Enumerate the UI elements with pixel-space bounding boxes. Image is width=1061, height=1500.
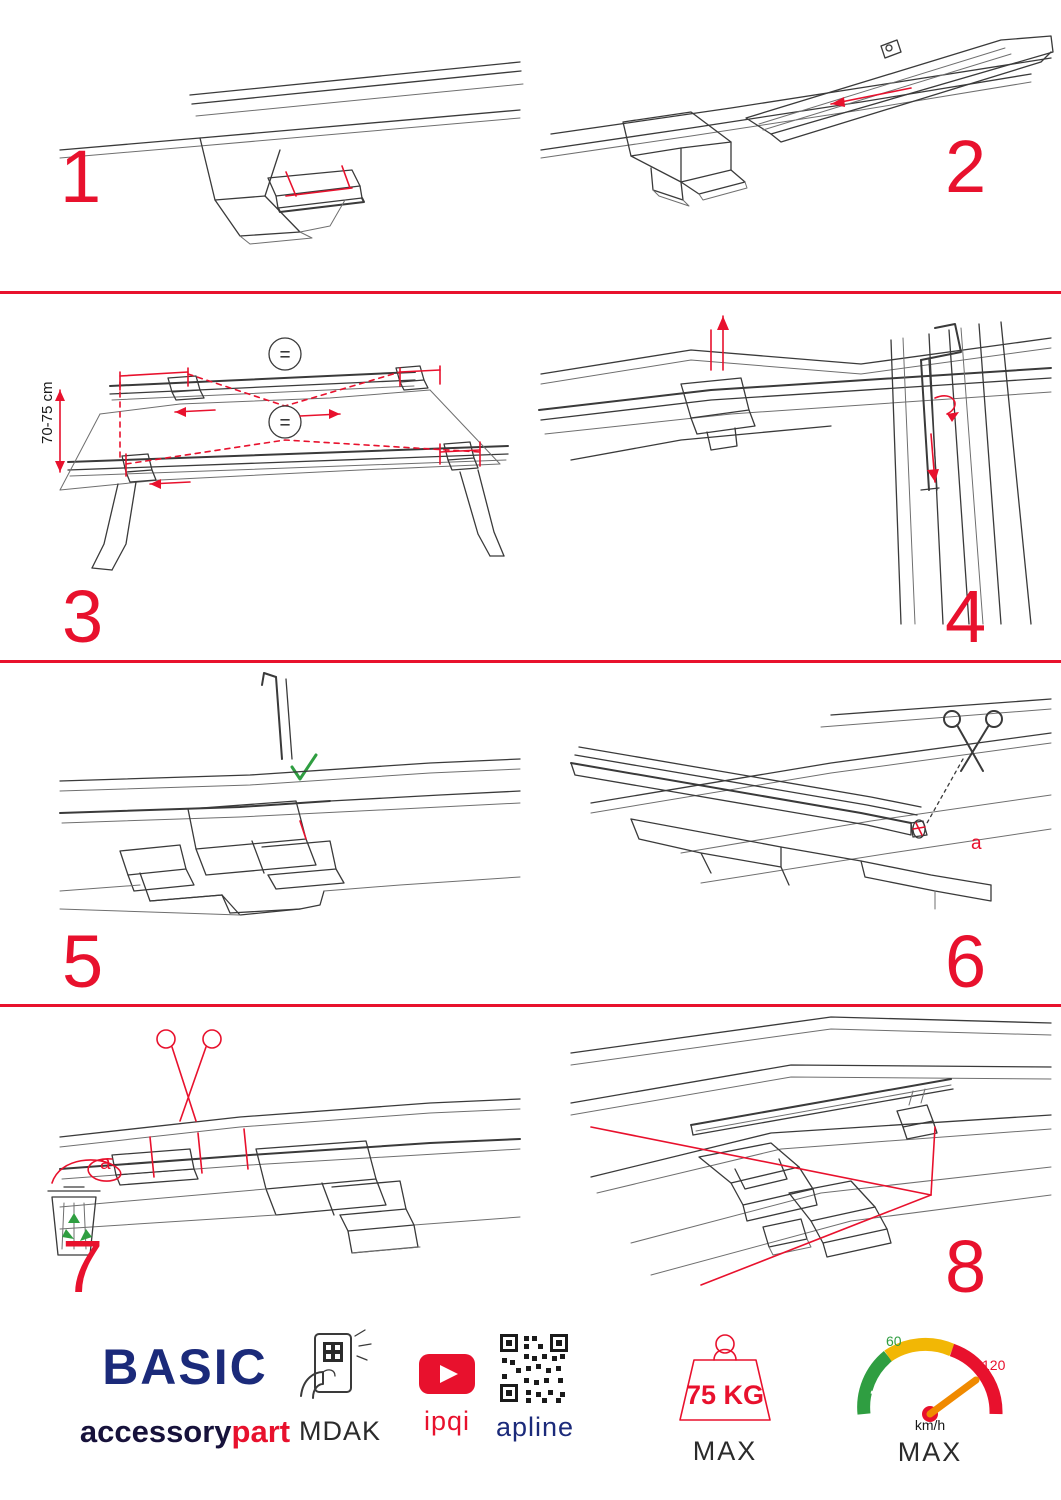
logo-caption-ipqi: ipqi [423,1406,471,1436]
speedometer-icon [840,1318,1020,1433]
step-number-1: 1 [60,135,102,218]
equal-badge-bottom: = [279,413,291,434]
step-number-4: 4 [945,575,987,658]
logo-caption-mdak: MDAK [298,1416,381,1446]
speed-unit: km/h [914,1417,946,1433]
brand-name-dark: accessory [79,1414,232,1449]
part-label-a-7: a [100,1153,111,1174]
max-speed-block [840,1318,1020,1468]
step-number-2: 2 [945,125,987,208]
step-number-3: 3 [62,575,104,658]
brand-name-accent: part [231,1414,291,1449]
brand-block [60,1338,310,1450]
load-value: 75 KG [685,1380,765,1410]
brand-title: BASIC [102,1339,268,1395]
speed-tick-120: 120 [982,1357,1006,1373]
brand-name [60,1414,310,1450]
logo-mdak[interactable] [285,1330,395,1447]
step-number-7: 7 [62,1225,104,1308]
distance-label: 70-75 cm [39,381,56,444]
speed-tick-60: 60 [886,1333,902,1349]
logo-caption-apline: apline [495,1412,575,1442]
hand-phone-qr-icon [285,1330,395,1408]
step-number-8: 8 [945,1225,987,1308]
scissors-icon-red [157,1030,221,1121]
equal-badge-top: = [279,345,291,366]
step-number-6: 6 [945,920,987,1003]
load-caption: MAX [692,1436,758,1466]
qr-code-icon [470,1332,600,1404]
logo-apline[interactable] [470,1332,600,1443]
speed-caption: MAX [897,1437,963,1467]
weight-icon [640,1322,810,1432]
max-load-block [640,1322,810,1467]
step-number-5: 5 [62,920,104,1003]
part-label-a: a [971,833,982,854]
footer [0,1300,1061,1500]
